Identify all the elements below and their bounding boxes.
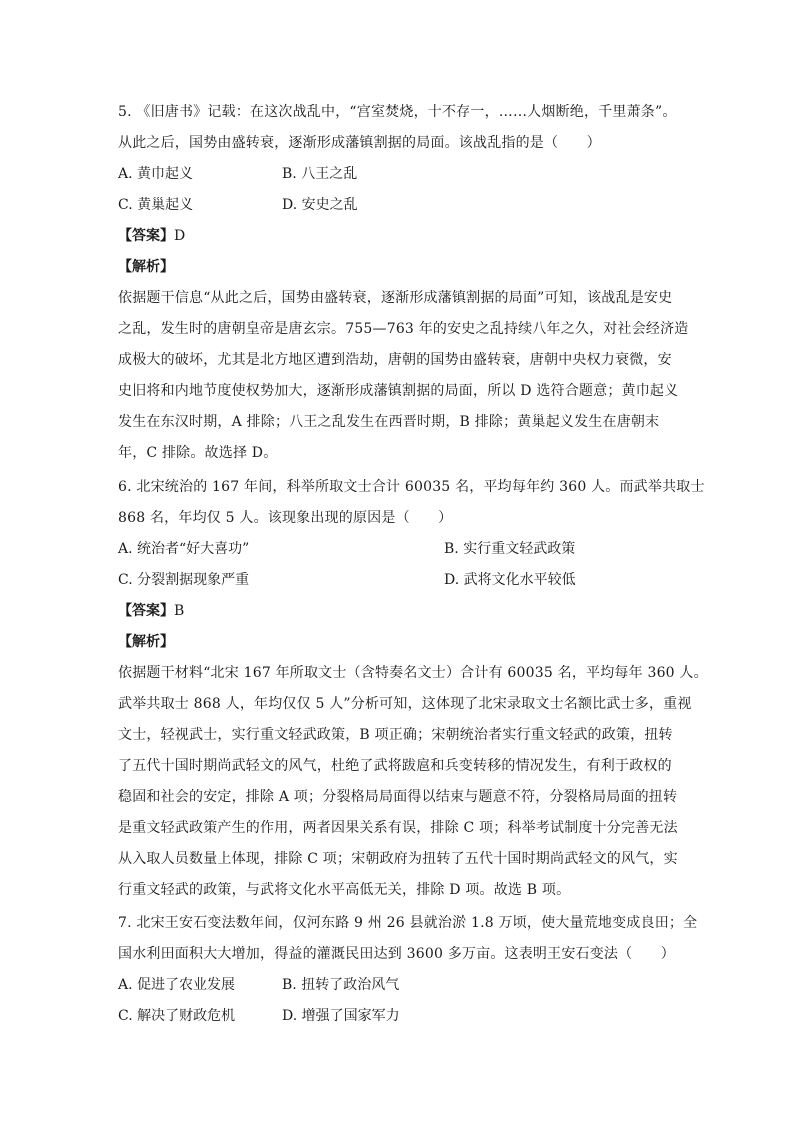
answer-label: 【答案】 xyxy=(118,603,174,619)
q6-stem-line-1: 6. 北宋统治的 167 年间，科举所取文士合计 60035 名，平均每年约 360 人。而武举共取士 xyxy=(118,479,705,495)
q7-stem-line-1: 7. 北宋王安石变法数年间，仅河东路 9 州 26 县就治淤 1.8 万顷，使大量荒地变成良田；全 xyxy=(118,915,698,931)
q5-analysis-line-5: 发生在东汉时期，A 排除；八王之乱发生在西晋时期，B 排除；黄巢起义发生在唐朝末 xyxy=(118,414,660,430)
q7-option-b: B. 扭转了政治风气 xyxy=(282,977,400,993)
q5-option-c: C. 黄巢起义 xyxy=(118,197,194,213)
q5-analysis-line-1: 依据题干信息“从此之后，国势由盛转衰，逐渐形成藩镇割据的局面”可知，该战乱是安史 xyxy=(118,290,673,306)
q6-analysis-line-2: 武举共取士 868 人，年均仅仅 5 人”分析可知，这体现了北宋录取文士名额比武士多，重视 xyxy=(118,696,692,712)
q7-option-d: D. 增强了国家军力 xyxy=(282,1008,400,1024)
q7-stem-line-2: 国水利田面积大大增加，得益的灌溉民田达到 3600 多万亩。这表明王安石变法（ ） xyxy=(118,946,675,962)
q5-option-d: D. 安史之乱 xyxy=(282,197,358,213)
q7-option-c: C. 解决了财政危机 xyxy=(118,1008,236,1024)
q6-analysis-line-1: 依据题干材料“北宋 167 年所取文士（含特奏名文士）合计有 60035 名，平均每年 360 人。 xyxy=(118,665,708,681)
q6-analysis-line-5: 稳固和社会的安定，排除 A 项；分裂格局局面得以结束与题意不符，分裂格局局面的扭转 xyxy=(118,789,678,805)
q6-option-a: A. 统治者“好大喜功” xyxy=(118,541,250,557)
q6-analysis-line-3: 文士，轻视武士，实行重文轻武政策，B 项正确；宋朝统治者实行重文轻武的政策，扭转 xyxy=(118,727,673,743)
q6-analysis-label: 【解析】 xyxy=(118,634,174,650)
q6-analysis-line-8: 行重文轻武的政策，与武将文化水平高低无关，排除 D 项。故选 B 项。 xyxy=(118,882,571,898)
q6-option-d: D. 武将文化水平较低 xyxy=(444,572,576,588)
q6-stem-line-2: 868 名，年均仅 5 人。该现象出现的原因是（ ） xyxy=(118,510,453,526)
q5-analysis-line-2: 之乱，发生时的唐朝皇帝是唐玄宗。755—763 年的安史之乱持续八年之久，对社会经济造 xyxy=(118,321,689,337)
q5-stem-line-2: 从此之后，国势由盛转衰，逐渐形成藩镇割据的局面。该战乱指的是（ ） xyxy=(118,135,601,151)
q5-stem-line-1: 5. 《旧唐书》记载：在这次战乱中，“宫室焚烧，十不存一，……人烟断绝，千里萧条”。 xyxy=(118,104,677,120)
q6-analysis-line-4: 了五代十国时期尚武轻文的风气，杜绝了武将跋扈和兵变转移的情况发生，有利于政权的 xyxy=(118,758,672,774)
q5-analysis-label: 【解析】 xyxy=(118,259,174,275)
q7-option-a: A. 促进了农业发展 xyxy=(118,977,236,993)
q5-analysis-line-6: 年，C 排除。故选择 D。 xyxy=(118,445,278,461)
q6-analysis-line-7: 从入取人员数量上体现，排除 C 项；宋朝政府为扭转了五代十国时期尚武轻文的风气，实 xyxy=(118,851,678,867)
answer-label: 【答案】 xyxy=(118,228,174,244)
q6-option-c: C. 分裂割据现象严重 xyxy=(118,572,250,588)
q6-answer xyxy=(118,600,184,622)
q5-option-b: B. 八王之乱 xyxy=(282,166,358,182)
q5-option-a: A. 黄巾起义 xyxy=(118,166,194,182)
answer-value: B xyxy=(174,603,185,619)
q6-option-b: B. 实行重文轻武政策 xyxy=(444,541,576,557)
q5-answer xyxy=(118,225,185,247)
q5-analysis-line-3: 成极大的破坏，尤其是北方地区遭到浩劫，唐朝的国势由盛转衰，唐朝中央权力衰微，安 xyxy=(118,352,672,368)
answer-value: D xyxy=(174,228,186,244)
q5-analysis-line-4: 史旧将和内地节度使权势加大，逐渐形成藩镇割据的局面，所以 D 选符合题意；黄巾起义 xyxy=(118,383,679,399)
q6-analysis-line-6: 是重文轻武政策产生的作用，两者因果关系有误，排除 C 项；科举考试制度十分完善无法 xyxy=(118,820,678,836)
